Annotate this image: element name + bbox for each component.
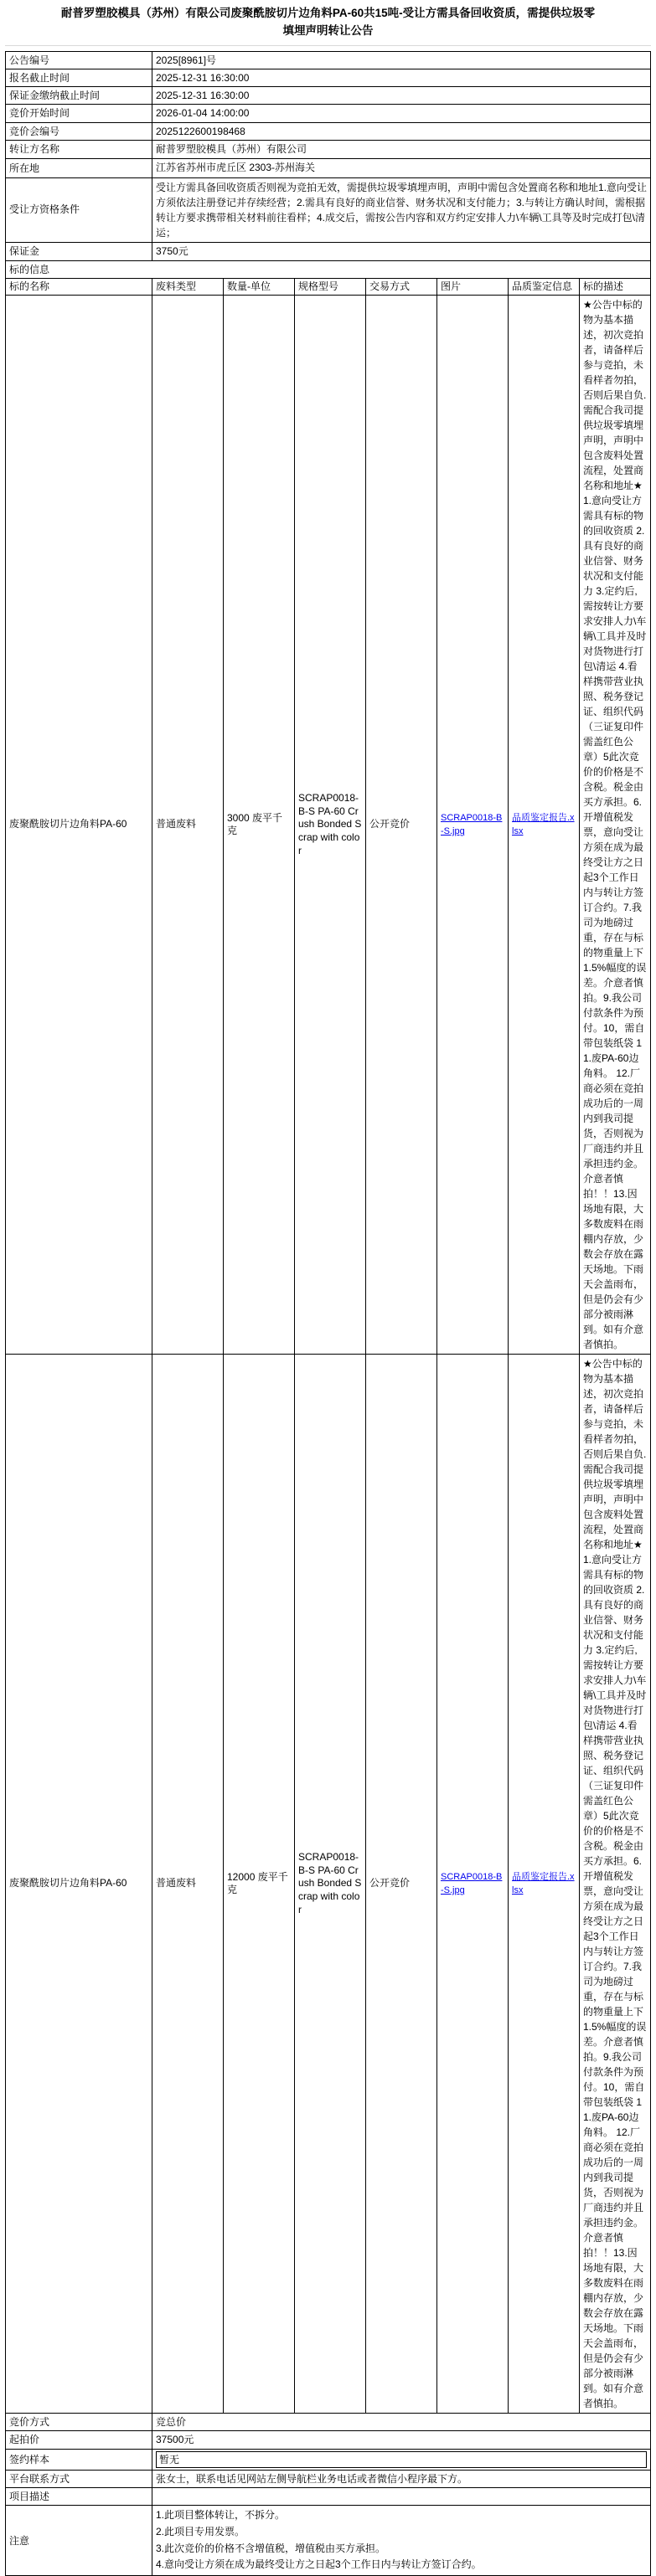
label-bidding-method: 竞价方式 (6, 2414, 152, 2431)
column-header-pic: 图片 (437, 279, 509, 296)
goods-section-heading: 标的信息 (6, 260, 651, 278)
goods-description: ★公告中标的物为基本描述，初次竞拍者，请备样后参与竞拍，未看样者勿拍，否则后果自负.需配合我司提供垃圾零填埋声明，声明中包含废料处置流程，处置商名称和地址★ 1.意向受让方需具有标的物的回收资质 2.具有良好的商业信誉、财务状况和支付能力 3.定约后,需按转让方要求安排人力\车辆\工具并及时对货物进行打包\清运 4.看样携带营业执照、税务登记证、组织代码（三证复印件需盖红色公章）5此次竞价的价格是不含税。税金由买方承担。6.开增值税发票，意向受让方须在成为最终受让方之日起3个工作日内与转让方签订合约。7.我司为地磅过重，存在与标的物重量上下1.5%幅度的误差。介意者慎拍。9.我公司付款条件为预付。10，需自带包装纸袋 11.废PA-60边角料。 12.厂商必须在竞拍成功后的一周内到我司提货，否则视为厂商违约并且承担违约金。介意者慎拍！！13.因场地有限，大多数废料在雨棚内存放，少数会存放在露天场地。下雨天会盖雨布，但是仍会有少部分被雨淋到。如有介意者慎拍。 (580, 1355, 651, 2414)
column-header-qty: 数量-单位 (224, 279, 295, 296)
goods-name: 废聚酰胺切片边角料PA-60 (6, 1355, 152, 2414)
label-deposit-amount: 保证金 (6, 242, 152, 260)
goods-spec: SCRAP0018-B-S PA-60 Crush Bonded Scrap with color (295, 296, 366, 1355)
goods-image-link[interactable]: SCRAP0018-B-S.jpg (441, 1872, 503, 1896)
label-contract-sample: 签约样本 (6, 2449, 152, 2470)
table-row (6, 1355, 651, 2414)
goods-quality-report-cell[interactable] (509, 1355, 580, 2414)
value-contract-sample: 暂无 (156, 2451, 647, 2468)
column-header-type: 废料类型 (152, 279, 224, 296)
goods-image-link[interactable]: SCRAP0018-B-S.jpg (441, 813, 503, 837)
value-auction-no: 2025122600198468 (152, 122, 651, 140)
value-deposit-deadline: 2025-12-31 16:30:00 (152, 87, 651, 105)
table-row (6, 105, 651, 122)
column-header-spec: 规格型号 (295, 279, 366, 296)
label-transferor-name: 转让方名称 (6, 140, 152, 158)
goods-header-row (6, 279, 651, 296)
goods-trade-method: 公开竞价 (366, 1355, 437, 2414)
goods-spec: SCRAP0018-B-S PA-60 Crush Bonded Scrap with color (295, 1355, 366, 2414)
table-row (6, 177, 651, 242)
goods-image-cell[interactable] (437, 1355, 509, 2414)
table-row (6, 2506, 651, 2576)
column-header-quality-report: 品质鉴定信息 (509, 279, 580, 296)
goods-name: 废聚酰胺切片边角料PA-60 (6, 296, 152, 1355)
goods-quality-report-link[interactable]: 品质鉴定报告.xlsx (512, 1872, 575, 1896)
label-auction-no: 竞价会编号 (6, 122, 152, 140)
goods-description: ★公告中标的物为基本描述，初次竞拍者，请备样后参与竞拍，未看样者勿拍，否则后果自负.需配合我司提供垃圾零填埋声明，声明中包含废料处置流程，处置商名称和地址★ 1.意向受让方需具有标的物的回收资质 2.具有良好的商业信誉、财务状况和支付能力 3.定约后,需按转让方要求安排人力\车辆\工具并及时对货物进行打包\清运 4.看样携带营业执照、税务登记证、组织代码（三证复印件需盖红色公章）5此次竞价的价格是不含税。税金由买方承担。6.开增值税发票，意向受让方须在成为最终受让方之日起3个工作日内与转让方签订合约。7.我司为地磅过重，存在与标的物重量上下1.5%幅度的误差。介意者慎拍。9.我公司付款条件为预付。10，需自带包装纸袋 11.废PA-60边角料。 12.厂商必须在竞拍成功后的一周内到我司提货，否则视为厂商违约并且承担违约金。介意者慎拍！！13.因场地有限，大多数废料在雨棚内存放，少数会存放在露天场地。下雨天会盖雨布，但是仍会有少部分被雨淋到。如有介意者慎拍。 (580, 296, 651, 1355)
label-registration-deadline: 报名截止时间 (6, 69, 152, 87)
goods-quality-report-link[interactable]: 品质鉴定报告.xlsx (512, 813, 575, 837)
value-location: 江苏省苏州市虎丘区 2303-苏州海关 (152, 159, 651, 177)
column-header-name: 标的名称 (6, 279, 152, 296)
label-announcement-no: 公告编号 (6, 51, 152, 69)
value-transferee-qualification: 受让方需具备回收资质否则视为竞拍无效，需提供垃圾零填埋声明，声明中需包含处置商名称和地址1.意向受让方须依法注册登记并存续经营；2.需具有良好的商业信誉、财务状况和支付能力；3.与转让方确认时间，需根据转让方要求携带相关材料前往看样；4.成交后，需按公告内容和双方约定安排人力\车辆\工具等及时完成打包\清运； (152, 177, 651, 242)
label-notes: 注意 (6, 2506, 152, 2576)
table-row (6, 2449, 651, 2470)
note-item: 2.此项目专用发票。 (156, 2525, 245, 2537)
value-bidding-method: 竞总价 (152, 2414, 651, 2431)
table-row (6, 69, 651, 87)
note-item: 3.此次竞价的价格不含增值税，增值税由买方承担。 (156, 2542, 386, 2554)
table-row (6, 122, 651, 140)
page-title: 耐普罗塑胶模具（苏州）有限公司废聚酰胺切片边角料PA-60共15吨-受让方需具备回收资质，需提供垃圾零填埋声明转让公告 (60, 7, 596, 37)
table-row (6, 87, 651, 105)
column-header-description: 标的描述 (580, 279, 651, 296)
value-starting-price: 37500元 (152, 2431, 651, 2449)
label-bidding-start-time: 竞价开始时间 (6, 105, 152, 122)
table-row (6, 2487, 651, 2505)
table-row (6, 2470, 651, 2487)
value-announcement-no: 2025[8961]号 (152, 51, 651, 69)
label-platform-contact: 平台联系方式 (6, 2470, 152, 2487)
label-transferee-qualification: 受让方资格条件 (6, 177, 152, 242)
note-item: 4.意向受让方须在成为最终受让方之日起3个工作日内与转让方签订合约。 (156, 2558, 482, 2571)
goods-trade-method: 公开竞价 (366, 296, 437, 1355)
goods-type: 普通废料 (152, 1355, 224, 2414)
goods-quantity: 3000 废平千克 (224, 296, 295, 1355)
value-project-description (152, 2487, 651, 2505)
table-row (6, 140, 651, 158)
label-project-description: 项目描述 (6, 2487, 152, 2505)
value-bidding-start-time: 2026-01-04 14:00:00 (152, 105, 651, 122)
table-row (6, 2431, 651, 2449)
label-deposit-deadline: 保证金缴纳截止时间 (6, 87, 152, 105)
value-notes (152, 2506, 651, 2576)
column-header-trade: 交易方式 (366, 279, 437, 296)
table-row (6, 159, 651, 177)
table-row (6, 51, 651, 69)
table-row (6, 260, 651, 278)
title-divider (5, 45, 651, 46)
value-platform-contact: 张女士，联系电话见网站左侧导航栏业务电话或者微信小程序最下方。 (152, 2470, 651, 2487)
goods-image-cell[interactable] (437, 296, 509, 1355)
goods-quality-report-cell[interactable] (509, 296, 580, 1355)
goods-quantity: 12000 废平千克 (224, 1355, 295, 2414)
table-row (6, 242, 651, 260)
goods-type: 普通废料 (152, 296, 224, 1355)
table-row (6, 2414, 651, 2431)
announcement-info-table (5, 51, 651, 2576)
table-row (6, 296, 651, 1355)
note-item: 1.此项目整体转让，不拆分。 (156, 2509, 286, 2522)
value-contract-sample-cell (152, 2449, 651, 2470)
value-transferor-name: 耐普罗塑胶模具（苏州）有限公司 (152, 140, 651, 158)
label-starting-price: 起拍价 (6, 2431, 152, 2449)
value-deposit-amount: 3750元 (152, 242, 651, 260)
value-registration-deadline: 2025-12-31 16:30:00 (152, 69, 651, 87)
label-location: 所在地 (6, 159, 152, 177)
